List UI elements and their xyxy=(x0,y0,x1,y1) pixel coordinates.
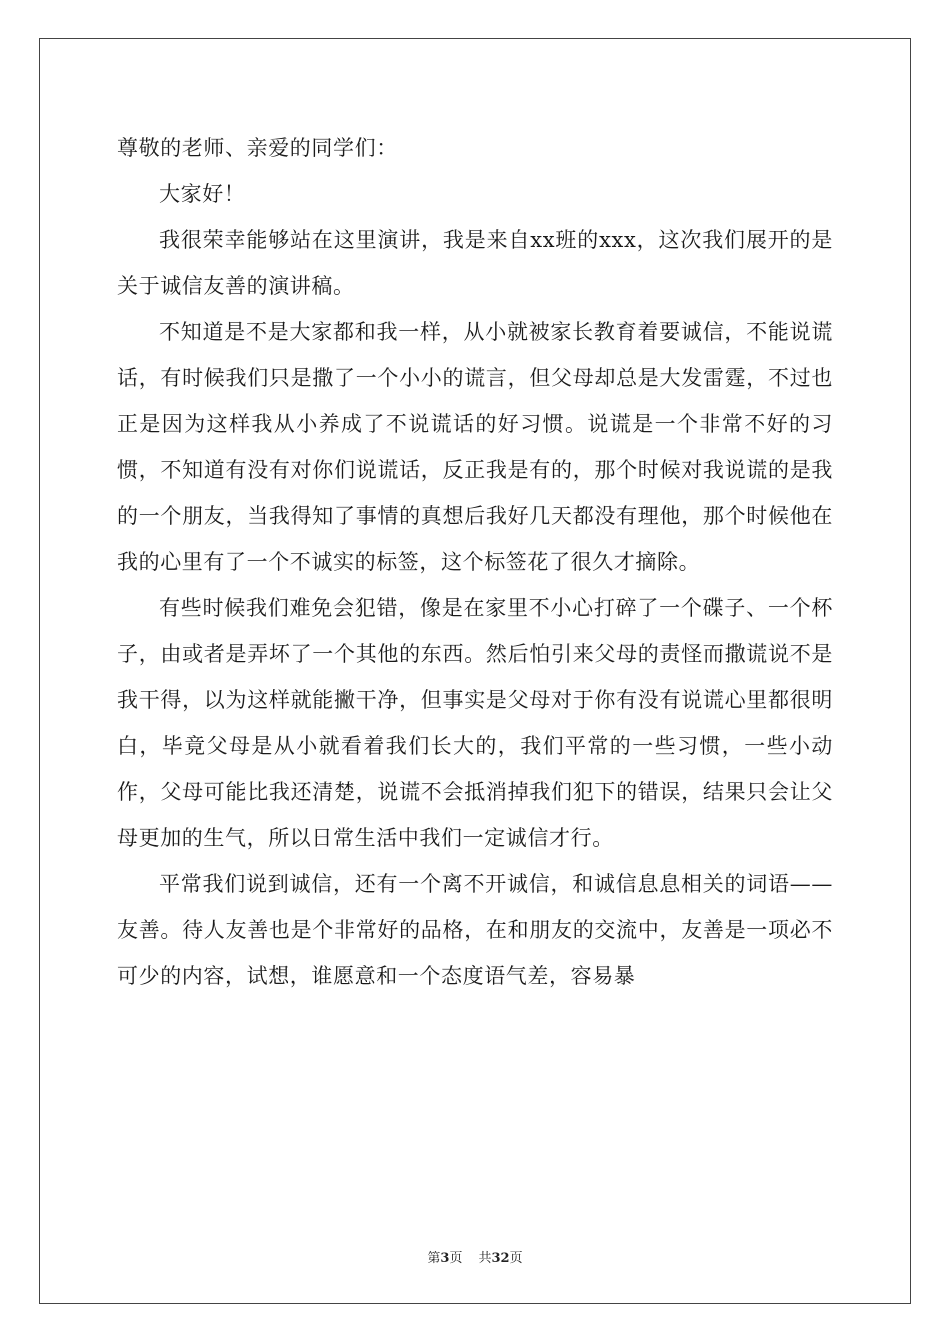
page-number-total: 32 xyxy=(491,1251,510,1266)
salutation: 尊敬的老师、亲爱的同学们： xyxy=(117,136,398,160)
paragraph-greeting: 大家好！ xyxy=(159,182,246,206)
total-prefix: 共 xyxy=(478,1251,492,1266)
paragraph-intro: 我很荣幸能够站在这里演讲，我是来自xx班的xxx，这次我们展开的是关于诚信友善的演讲稿。 xyxy=(117,228,833,298)
page-footer xyxy=(0,1247,950,1266)
paragraph-mistakes: 有些时候我们难免会犯错，像是在家里不小心打碎了一个碟子、一个杯子，由或者是弄坏了一个其他的东西。然后怕引来父母的责怪而撒谎说不是我干得，以为这样就能撇干净，但事实是父母对于你有没有说谎心里都很明白，毕竟父母是从小就看着我们长大的，我们平常的一些习惯，一些小动作，父母可能比我还清楚，说谎不会抵消掉我们犯下的错误，结果只会让父母更加的生气，所以日常生活中我们一定诚信才行。 xyxy=(117,596,833,850)
page-unit: 页 xyxy=(449,1251,463,1266)
paragraph-friendliness: 平常我们说到诚信，还有一个离不开诚信，和诚信息息相关的词语——友善。待人友善也是个非常好的品格，在和朋友的交流中，友善是一项必不可少的内容，试想，谁愿意和一个态度语气差，容易暴 xyxy=(117,872,833,988)
total-unit: 页 xyxy=(509,1251,523,1266)
document-body xyxy=(117,125,833,999)
page-prefix: 第 xyxy=(427,1251,441,1266)
paragraph-honesty-story: 不知道是不是大家都和我一样，从小就被家长教育着要诚信，不能说谎话，有时候我们只是撒了一个小小的谎言，但父母却总是大发雷霆，不过也正是因为这样我从小养成了不说谎话的好习惯。说谎是一个非常不好的习惯，不知道有没有对你们说谎话，反正我是有的，那个时候对我说谎的是我的一个朋友，当我得知了事情的真想后我好几天都没有理他，那个时候他在我的心里有了一个不诚实的标签，这个标签花了很久才摘除。 xyxy=(117,320,833,574)
page-number-current: 3 xyxy=(440,1251,450,1266)
